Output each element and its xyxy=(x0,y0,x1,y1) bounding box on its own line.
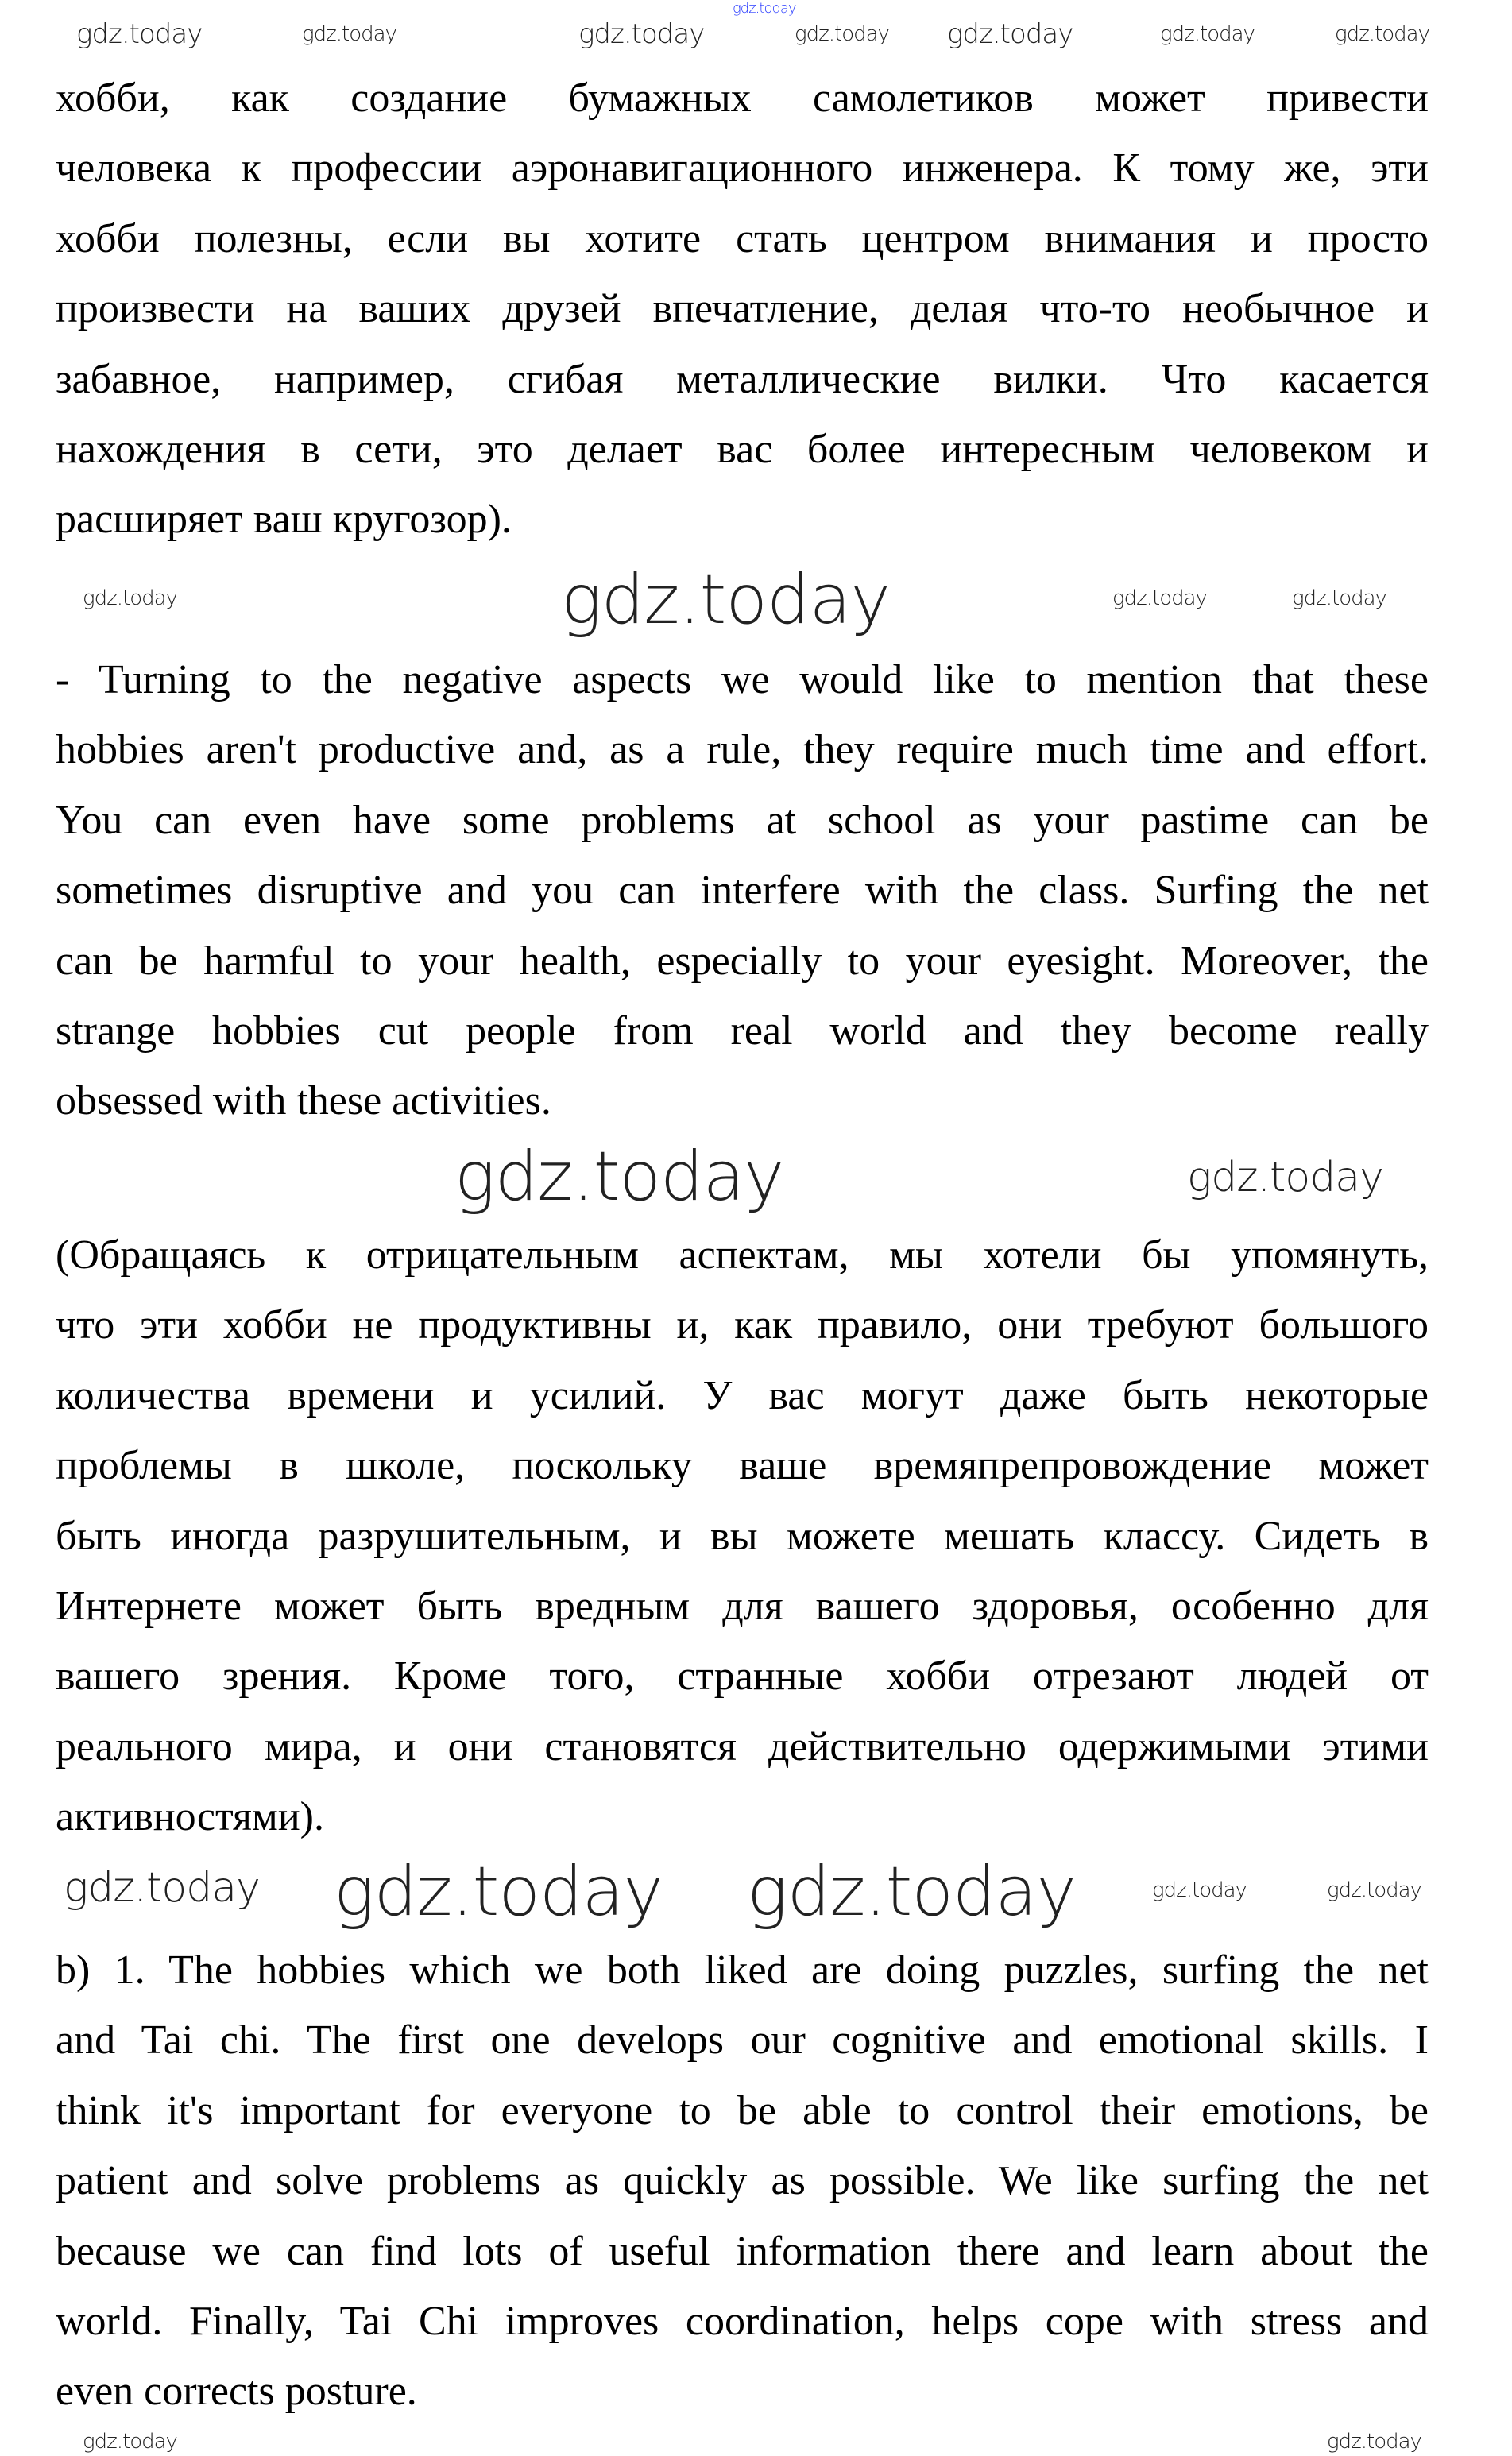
text-line: strange hobbies cut people from real world and they become really xyxy=(56,1008,1429,1054)
text-line: (Обращаясь к отрицательным аспектам, мы хотели бы упомянуть, xyxy=(56,1232,1429,1278)
watermark: gdz.today xyxy=(1152,1878,1247,1902)
text-line: You can even have some problems at school as your pastime can be xyxy=(56,797,1429,843)
text-line: and Tai chi. The first one develops our cognitive and emotional skills. I xyxy=(56,2017,1429,2063)
text-line: sometimes disruptive and you can interfere with the class. Surfing the net xyxy=(56,868,1429,914)
text-line: because we can find lots of useful information there and learn about the xyxy=(56,2228,1429,2274)
text-line: что эти хобби не продуктивны и, как правило, они требуют большого xyxy=(56,1302,1429,1348)
text-line: think it's important for everyone to be able to control their emotions, be xyxy=(56,2087,1429,2133)
watermark: gdz.today xyxy=(64,1864,260,1912)
text-line: человека к профессии аэронавигационного инженера. К тому же, эти xyxy=(56,145,1429,191)
text-line: can be harmful to your health, especially to your eyesight. Moreover, the xyxy=(56,938,1429,984)
watermark: gdz.today xyxy=(83,586,177,610)
watermark: gdz.today xyxy=(1327,1878,1421,1902)
watermark: gdz.today xyxy=(76,18,203,50)
text-line: Интернете может быть вредным для вашего здоровья, особенно для xyxy=(56,1583,1429,1629)
watermark: gdz.today xyxy=(1292,586,1386,610)
text-line: произвести на ваших друзей впечатление, делая что-то необычное и xyxy=(56,286,1429,332)
watermark: gdz.today xyxy=(1112,586,1207,610)
watermark: gdz.today xyxy=(83,2430,177,2454)
watermark: gdz.today xyxy=(1335,22,1429,46)
paragraph-english-b1 xyxy=(56,1936,1429,2427)
watermark: gdz.today xyxy=(733,0,796,17)
text-line: нахождения в сети, это делает вас более интересным человеком и xyxy=(56,426,1429,472)
watermark: gdz.today xyxy=(1160,22,1255,46)
text-line: patient and solve problems as quickly as possible. We like surfing the net xyxy=(56,2158,1429,2204)
watermark: gdz.today xyxy=(302,22,396,46)
text-line: количества времени и усилий. У вас могут даже быть некоторые xyxy=(56,1372,1429,1418)
text-line: hobbies aren't productive and, as a rule, they require much time and effort. xyxy=(56,727,1429,773)
paragraph-russian-negative xyxy=(56,1220,1429,1853)
text-line: хобби полезны, если вы хотите стать центром внимания и просто xyxy=(56,215,1429,261)
watermark: gdz.today xyxy=(334,1852,663,1932)
text-line: b) 1. The hobbies which we both liked are doing puzzles, surfing the net xyxy=(56,1947,1429,1993)
text-line: забавное, например, сгибая металлические вилки. Что касается xyxy=(56,356,1429,402)
text-line: активностями). xyxy=(56,1794,324,1840)
text-line: - Turning to the negative aspects we would like to mention that these xyxy=(56,657,1429,702)
text-line: obsessed with these activities. xyxy=(56,1078,551,1124)
text-line: even corrects posture. xyxy=(56,2369,417,2415)
watermark: gdz.today xyxy=(747,1852,1077,1932)
watermark: gdz.today xyxy=(1327,2430,1421,2454)
text-line: реального мира, и они становятся действительно одержимыми этими xyxy=(56,1723,1429,1769)
watermark: gdz.today xyxy=(947,18,1073,50)
text-line: вашего зрения. Кроме того, странные хобби отрезают людей от xyxy=(56,1653,1429,1700)
text-line: хобби, как создание бумажных самолетиков может привести xyxy=(56,75,1429,121)
watermark: gdz.today xyxy=(578,18,705,50)
text-line: расширяет ваш кругозор). xyxy=(56,497,512,543)
text-line: world. Finally, Tai Chi improves coordination, helps cope with stress and xyxy=(56,2298,1429,2344)
watermark: gdz.today xyxy=(1187,1154,1383,1201)
paragraph-english-negative xyxy=(56,645,1429,1137)
watermark: gdz.today xyxy=(561,560,891,640)
text-line: быть иногда разрушительным, и вы можете мешать классу. Сидеть в xyxy=(56,1513,1429,1559)
watermark: gdz.today xyxy=(454,1137,784,1216)
watermark: gdz.today xyxy=(795,22,889,46)
text-line: проблемы в школе, поскольку ваше времяпрепровождение может xyxy=(56,1443,1429,1489)
paragraph-russian-positive xyxy=(56,64,1429,555)
